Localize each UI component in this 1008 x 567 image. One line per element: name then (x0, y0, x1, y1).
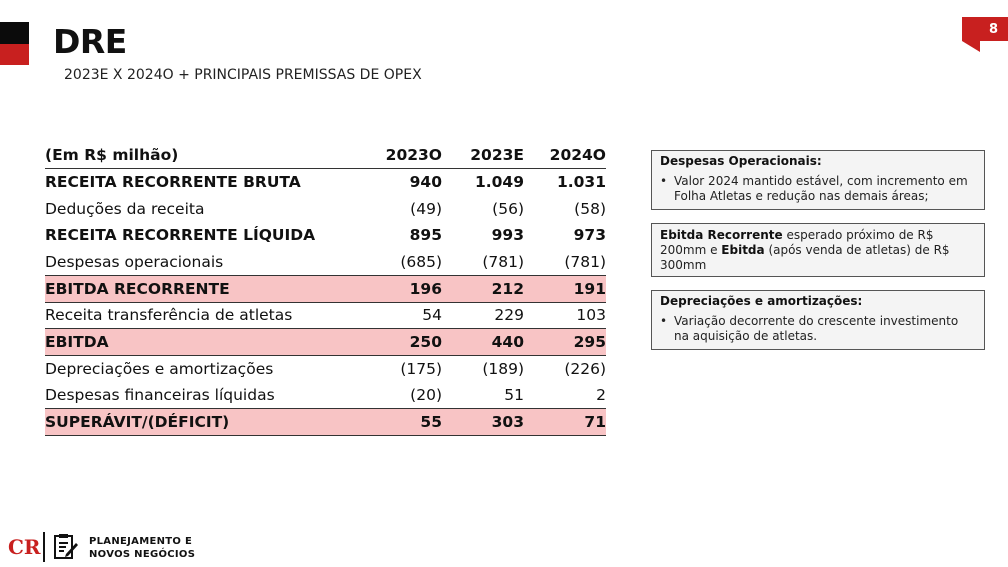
row-value: (226) (564, 360, 606, 379)
row-value: 1.049 (474, 173, 524, 192)
row-label: Despesas operacionais (45, 252, 224, 271)
note-title: Depreciações e amortizações: (660, 294, 863, 308)
note-bullet: Valor 2024 mantido estável, com incremento em Folha Atletas e redução nas demais áreas; (674, 174, 968, 203)
column-header: (Em R$ milhão) (45, 142, 360, 169)
row-label: Deduções da receita (45, 199, 205, 218)
note-opex (651, 150, 985, 210)
note-text: esperado próximo de R$ 200mm e (660, 228, 934, 257)
row-value: (56) (492, 199, 524, 218)
header-flag-red (0, 44, 29, 65)
note-bullet: Variação decorrente do crescente investimento na aquisição de atletas. (674, 314, 959, 343)
footer-line: PLANEJAMENTO E (89, 536, 193, 547)
row-value: 895 (409, 226, 442, 245)
row-value: 55 (360, 409, 442, 436)
row-value: (781) (482, 252, 524, 271)
table-row (45, 302, 606, 329)
table-row (45, 169, 606, 196)
column-header: 2024O (524, 142, 606, 169)
footer-department (89, 535, 195, 561)
page-subtitle: 2023E X 2024O + PRINCIPAIS PREMISSAS DE OPEX (64, 67, 422, 83)
club-logo-icon (7, 532, 41, 560)
bullet-icon: • (660, 174, 668, 188)
note-depreciation (651, 290, 985, 350)
table-row (45, 275, 606, 302)
row-value: 440 (442, 329, 524, 356)
row-label: SUPERÁVIT/(DÉFICIT) (45, 409, 360, 436)
row-value: 191 (524, 275, 606, 302)
row-label: RECEITA RECORRENTE LÍQUIDA (45, 226, 316, 245)
row-value: 103 (576, 306, 606, 325)
row-value: (781) (564, 252, 606, 271)
table-row (45, 356, 606, 383)
row-value: 1.031 (556, 173, 606, 192)
table-row (45, 329, 606, 356)
note-title: Despesas Operacionais: (660, 154, 822, 168)
clipboard-edit-icon (53, 532, 79, 560)
header-flag-black (0, 22, 29, 44)
note-text: (após venda de atletas) de R$ 300mm (660, 243, 950, 272)
table-row (45, 409, 606, 436)
row-value: (58) (574, 199, 606, 218)
table-row (45, 195, 606, 222)
page-number: 8 (988, 22, 998, 37)
table-row (45, 382, 606, 409)
row-label: Receita transferência de atletas (45, 306, 293, 325)
row-value: 993 (491, 226, 524, 245)
row-label: RECEITA RECORRENTE BRUTA (45, 173, 301, 192)
note-bold: Ebitda (721, 243, 765, 257)
row-value: 295 (524, 329, 606, 356)
note-bold: Ebitda Recorrente (660, 228, 783, 242)
column-header: 2023O (360, 142, 442, 169)
row-value: 250 (360, 329, 442, 356)
row-value: 196 (360, 275, 442, 302)
row-label: Despesas financeiras líquidas (45, 386, 275, 405)
row-value: (685) (400, 252, 442, 271)
table-row (45, 249, 606, 276)
footer-divider (43, 532, 45, 562)
note-ebitda (651, 223, 985, 277)
row-value: (49) (410, 199, 442, 218)
row-label: EBITDA (45, 329, 360, 356)
row-value: 229 (494, 306, 524, 325)
row-value: 303 (442, 409, 524, 436)
row-value: 71 (524, 409, 606, 436)
row-value: (175) (400, 360, 442, 379)
dre-table (45, 142, 606, 436)
row-value: 2 (596, 386, 606, 405)
row-label: EBITDA RECORRENTE (45, 275, 360, 302)
row-value: (189) (482, 360, 524, 379)
row-value: 940 (409, 173, 442, 192)
row-value: 51 (504, 386, 524, 405)
bullet-icon: • (660, 314, 668, 328)
column-header: 2023E (442, 142, 524, 169)
row-label: Depreciações e amortizações (45, 360, 274, 379)
table-header (45, 142, 606, 169)
footer-line: NOVOS NEGÓCIOS (89, 549, 196, 560)
row-value: (20) (410, 386, 442, 405)
row-value: 212 (442, 275, 524, 302)
svg-text:CR: CR (8, 535, 41, 559)
row-value: 973 (573, 226, 606, 245)
page-title: DRE (53, 22, 127, 61)
table-row (45, 222, 606, 249)
row-value: 54 (422, 306, 442, 325)
